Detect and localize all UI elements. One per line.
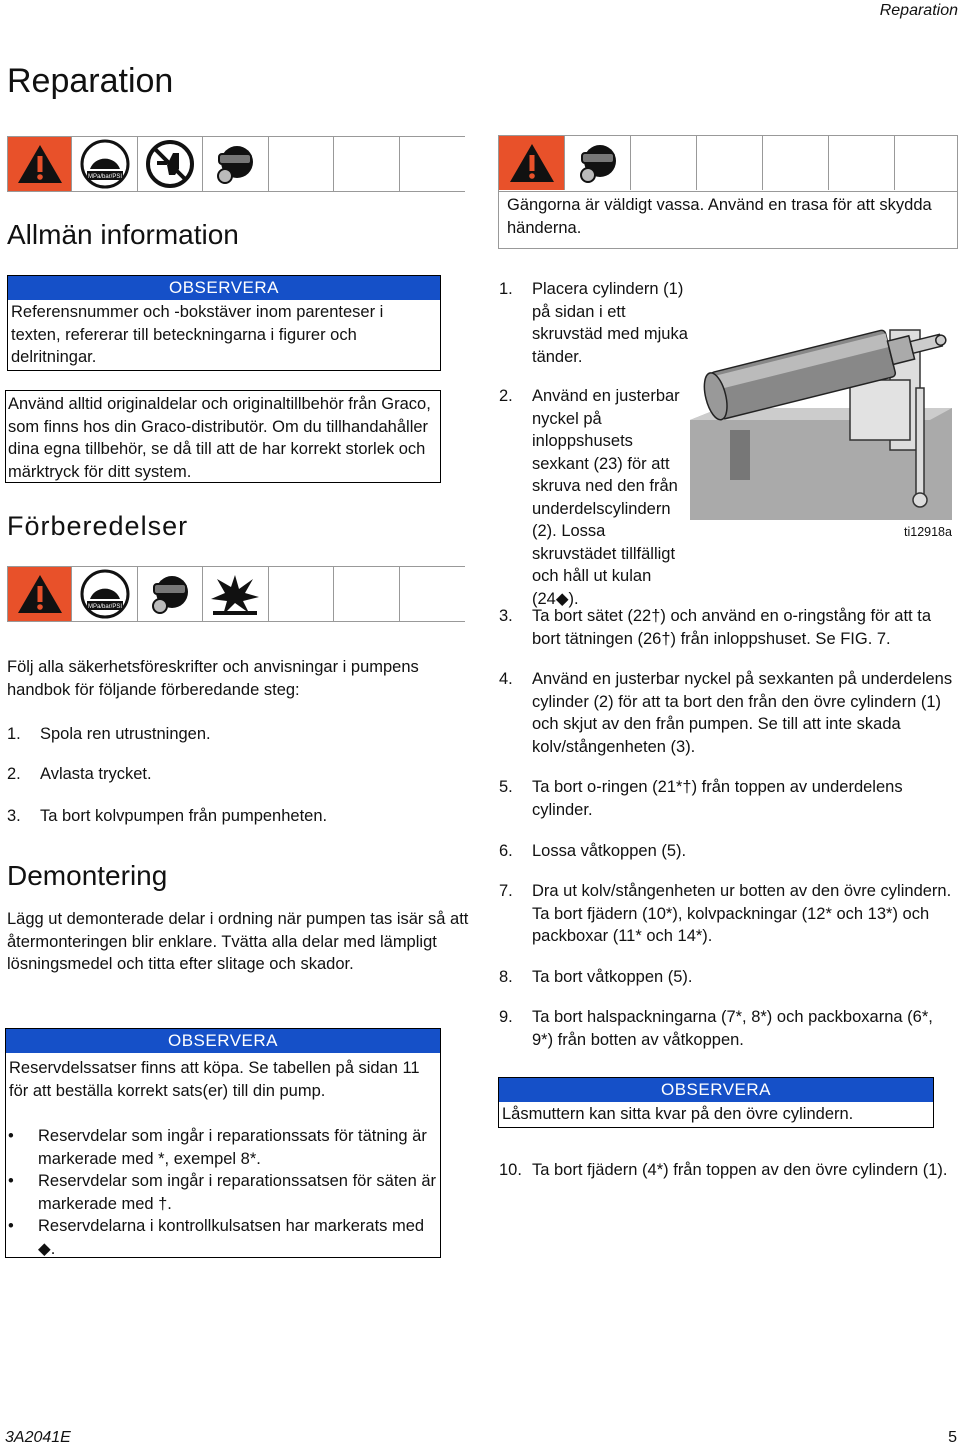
prep-safety-icon-bar [7,566,465,622]
pressure-gauge-icon [72,137,137,191]
disassembly-step: 8. Ta bort våtkoppen (5). [499,968,693,986]
notice-heading: OBSERVERA [6,1029,440,1053]
prep-intro: Följ alla säkerhetsföreskrifter och anvisningar i pumpens handbok för följande förberedande steg: [7,658,419,699]
notice-heading: OBSERVERA [499,1078,933,1102]
notice-text: Referensnummer och -bokstäver inom parenteser i texten, refererar till beteckningarna i figurer och delritningar. [11,303,384,366]
disassembly-step: 3. Ta bort sätet (22†) och använd en o-ringstång för att ta bort tätningen (26†) från inloppshuset. Se FIG. 7. [499,607,931,648]
original-parts-text: Använd alltid originaldelar och originaltillbehör från Graco, som finns hos din Graco-distributör. Om du tillhandahåller dina egna tillbehör, se då till att de har korrekt storlek och märktryck för ditt system. [8,395,431,481]
disassembly-intro: Lägg ut demonterade delar i ordning när pumpen tas isär så att återmonteringen blir enklare. Tvätta alla delar med lämpligt lösningsmedel och titta efter slitage och skador. [7,910,469,973]
disassembly-step: 9. Ta bort halspackningarna (7*, 8*) och packboxarna (6*, 9*) från botten av våtkoppen. [499,1008,933,1049]
prep-step: 1. Spola ren utrustningen. [7,725,211,743]
disassembly-step: 5. Ta bort o-ringen (21*†) från toppen av underdelens cylinder. [499,778,903,819]
disassembly-step: 4. Använd en justerbar nyckel på sexkanten på underdelens cylinder (2) för att ta bort den från den övre cylindern (1) och skjut av den från pumpen. Se till att inte skada kolv/stångenheten (3). [499,670,953,756]
safety-goggles-icon [203,137,268,191]
page-title: Reparation [7,62,174,100]
prep-step: 2. Avlasta trycket. [7,765,152,783]
safety-icon-bar [7,136,465,192]
original-parts-box [5,390,441,483]
safety-goggles-icon [138,567,203,621]
kit-bullet: • Reservdelarna i kontrollkulsatsen har markerats med ◆. [8,1217,425,1258]
prep-step: 3. Ta bort kolvpumpen från pumpenheten. [7,807,328,825]
notice-heading: OBSERVERA [8,276,440,300]
safety-goggles-icon [565,136,631,190]
notice-box-locknut [498,1077,934,1128]
notice-box-references [7,275,441,371]
page-number: 5 [948,1429,957,1445]
no-hand-spray-icon [138,137,203,191]
running-header: Reparation [879,2,958,19]
section-title-prep: Förberedelser [7,511,189,541]
disassembly-step: 1. Placera cylindern (1) på sidan i ett skruvstäd med mjuka tänder. [499,280,688,366]
warning-icon [7,567,72,621]
notice-text: Reservdelssatser finns att köpa. Se tabellen på sidan 11 för att beställa korrekt sats(er) till din pump. [9,1059,420,1100]
thread-warning-box [498,135,958,249]
kit-bullet: • Reservdelar som ingår i reparationssatsen för säten är markerade med †. [8,1172,437,1213]
section-title-disassembly: Demontering [7,860,168,891]
disassembly-step: 6. Lossa våtkoppen (5). [499,842,687,860]
warning-icon [7,137,72,191]
notice-box-kits [5,1028,441,1258]
figure-label: ti12918a [904,525,952,539]
document-number: 3A2041E [5,1429,71,1445]
disassembly-step: 10. Ta bort fjädern (4*) från toppen av den övre cylindern (1). [499,1161,948,1179]
disassembly-step: 7. Dra ut kolv/stångenheten ur botten av den övre cylindern. Ta bort fjädern (10*), kolvpackningar (12* och 13*) och packboxar (11* och 14*). [499,882,952,945]
thread-warning-text: Gängorna är väldigt vassa. Använd en trasa för att skydda händerna. [507,196,932,237]
pressure-gauge-icon [72,567,137,621]
notice-text: Låsmuttern kan sitta kvar på den övre cylindern. [502,1105,854,1123]
explosion-icon [203,567,268,621]
svg-text:MPa/bar/PSI: MPa/bar/PSI [87,604,122,610]
svg-text:MPa/bar/PSI: MPa/bar/PSI [87,174,122,180]
kit-bullet: • Reservdelar som ingår i reparationssats för tätning är markerade med *, exempel 8*. [8,1127,427,1168]
disassembly-step: 2. Använd en justerbar nyckel på inloppshusets sexkant (23) för att skruva ned den från underdelscylindern (2). Lossa skruvstädet tillfälligt och håll ut kulan (24◆). [499,387,680,608]
section-title-general: Allmän information [7,219,239,250]
warning-icon [499,136,565,190]
